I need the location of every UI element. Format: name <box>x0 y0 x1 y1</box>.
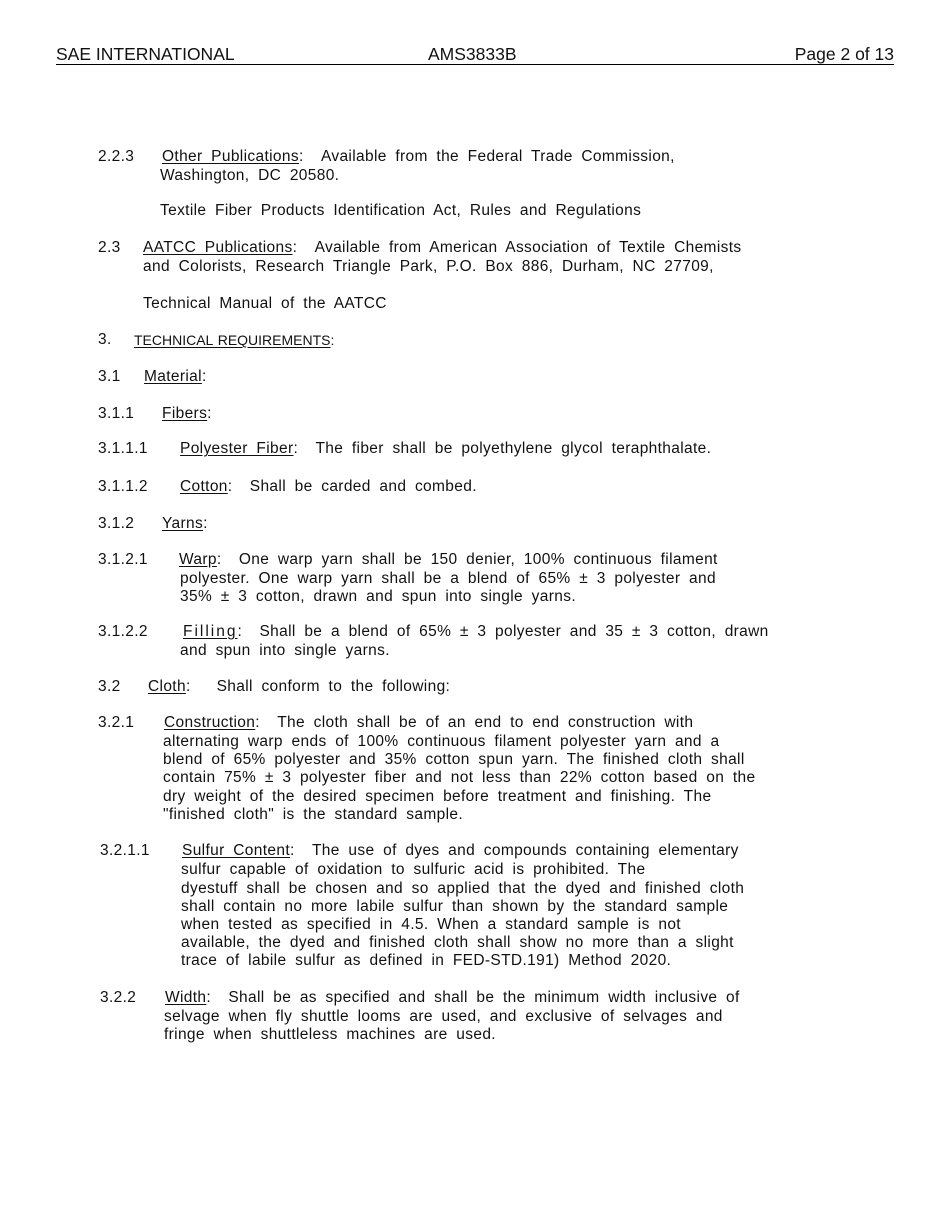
section-text: dry weight of the desired specimen before treatment and finishing. The <box>163 788 712 805</box>
section-title: Construction <box>164 714 256 731</box>
section-title: Cloth <box>148 678 186 695</box>
section-title-line: Other Publications: Available from the Federal Trade Commission, <box>162 148 675 165</box>
section-title: Polyester Fiber <box>180 440 294 457</box>
section-text: trace of labile sulfur as defined in FED-STD.191) Method 2020. <box>181 952 672 969</box>
section-text: available, the dyed and finished cloth shall show no more than a slight <box>181 934 734 951</box>
section-text: Washington, DC 20580. <box>160 167 340 184</box>
section-number: 3.2.1 <box>98 714 135 731</box>
section-text: Available from the Federal Trade Commission, <box>320 148 675 165</box>
section-number: 3.1.1.2 <box>98 478 148 495</box>
section-title-line: Warp: One warp yarn shall be 150 denier, 100% continuous filament <box>179 551 718 568</box>
section-title-line: Filling: Shall be a blend of 65% ± 3 polyester and 35 ± 3 cotton, drawn <box>183 623 769 640</box>
section-text: "finished cloth" is the standard sample. <box>163 806 464 823</box>
section-title-line: Material: <box>144 368 207 385</box>
section-number: 2.3 <box>98 239 121 256</box>
section-number: 3.1.1 <box>98 405 135 422</box>
section-title-line: TECHNICAL REQUIREMENTS: <box>134 332 335 348</box>
section-text: fringe when shuttleless machines are used. <box>164 1026 496 1043</box>
section-text: polyester. One warp yarn shall be a blend of 65% ± 3 polyester and <box>180 570 716 587</box>
section-title-line: Sulfur Content: The use of dyes and compounds containing elementary <box>182 842 739 859</box>
section-text: The cloth shall be of an end to end construction with <box>277 714 694 731</box>
section-title-line: Polyester Fiber: The fiber shall be polyethylene glycol teraphthalate. <box>180 440 712 457</box>
section-text: and Colorists, Research Triangle Park, P.O. Box 886, Durham, NC 27709, <box>143 258 714 275</box>
section-number: 3. <box>98 331 112 348</box>
section-number: 3.2.1.1 <box>100 842 150 859</box>
section-title: Sulfur Content <box>182 842 290 859</box>
section-title-line: Width: Shall be as specified and shall be the minimum width inclusive of <box>165 989 740 1006</box>
section-text: sulfur capable of oxidation to sulfuric acid is prohibited. The <box>181 861 646 878</box>
section-title: Filling <box>183 623 238 640</box>
section-title: Yarns <box>162 515 204 532</box>
reference-title: Technical Manual of the AATCC <box>143 295 387 312</box>
section-number: 3.1.2.2 <box>98 623 148 640</box>
section-title-line: Construction: The cloth shall be of an end to end construction with <box>164 714 694 731</box>
section-text: and spun into single yarns. <box>180 642 390 659</box>
page-header <box>56 44 894 65</box>
section-number: 3.1 <box>98 368 121 385</box>
section-text: 35% ± 3 cotton, drawn and spun into single yarns. <box>180 588 576 605</box>
section-text: One warp yarn shall be 150 denier, 100% continuous filament <box>238 551 718 568</box>
section-title: Warp <box>179 551 217 568</box>
section-text: when tested as specified in 4.5. When a standard sample is not <box>181 916 681 933</box>
section-text: alternating warp ends of 100% continuous filament polyester yarn and a <box>163 733 720 750</box>
section-title-line: Cotton: Shall be carded and combed. <box>180 478 477 495</box>
section-number: 3.1.2.1 <box>98 551 148 568</box>
section-title: Width <box>165 989 207 1006</box>
section-title: TECHNICAL REQUIREMENTS <box>134 332 331 348</box>
section-number: 3.1.1.1 <box>98 440 148 457</box>
section-title-line: Fibers: <box>162 405 212 422</box>
section-text: shall contain no more labile sulfur than shown by the standard sample <box>181 898 729 915</box>
section-title: Material <box>144 368 202 385</box>
section-text: Shall be a blend of 65% ± 3 polyester and 35 ± 3 cotton, drawn <box>259 623 769 640</box>
header-document-id: AMS3833B <box>428 44 517 64</box>
section-text: Shall be carded and combed. <box>249 478 477 495</box>
section-text: The fiber shall be polyethylene glycol teraphthalate. <box>315 440 712 457</box>
section-text: Shall conform to the following: <box>216 678 451 695</box>
reference-title: Textile Fiber Products Identification Act, Rules and Regulations <box>160 202 642 219</box>
header-organization: SAE INTERNATIONAL <box>56 44 235 64</box>
section-title: Cotton <box>180 478 228 495</box>
section-number: 3.2.2 <box>100 989 137 1006</box>
section-text: dyestuff shall be chosen and so applied that the dyed and finished cloth <box>181 880 745 897</box>
section-text: Shall be as specified and shall be the minimum width inclusive of <box>228 989 740 1006</box>
section-text: contain 75% ± 3 polyester fiber and not less than 22% cotton based on the <box>163 769 756 786</box>
section-title-line: Yarns: <box>162 515 208 532</box>
section-number: 3.1.2 <box>98 515 135 532</box>
section-text: The use of dyes and compounds containing elementary <box>311 842 739 859</box>
header-page-number: Page 2 of 13 <box>794 44 894 64</box>
section-number: 3.2 <box>98 678 121 695</box>
section-text: blend of 65% polyester and 35% cotton spun yarn. The finished cloth shall <box>163 751 745 768</box>
section-title-line: AATCC Publications: Available from American Association of Textile Chemists <box>143 239 742 256</box>
section-title: AATCC Publications <box>143 239 293 256</box>
section-title: Fibers <box>162 405 208 422</box>
section-text: selvage when fly shuttle looms are used, and exclusive of selvages and <box>164 1008 723 1025</box>
section-title: Other Publications <box>162 148 299 165</box>
section-number: 2.2.3 <box>98 148 135 165</box>
section-title-line: Cloth: Shall conform to the following: <box>148 678 451 695</box>
section-text: Available from American Association of Textile Chemists <box>314 239 742 256</box>
